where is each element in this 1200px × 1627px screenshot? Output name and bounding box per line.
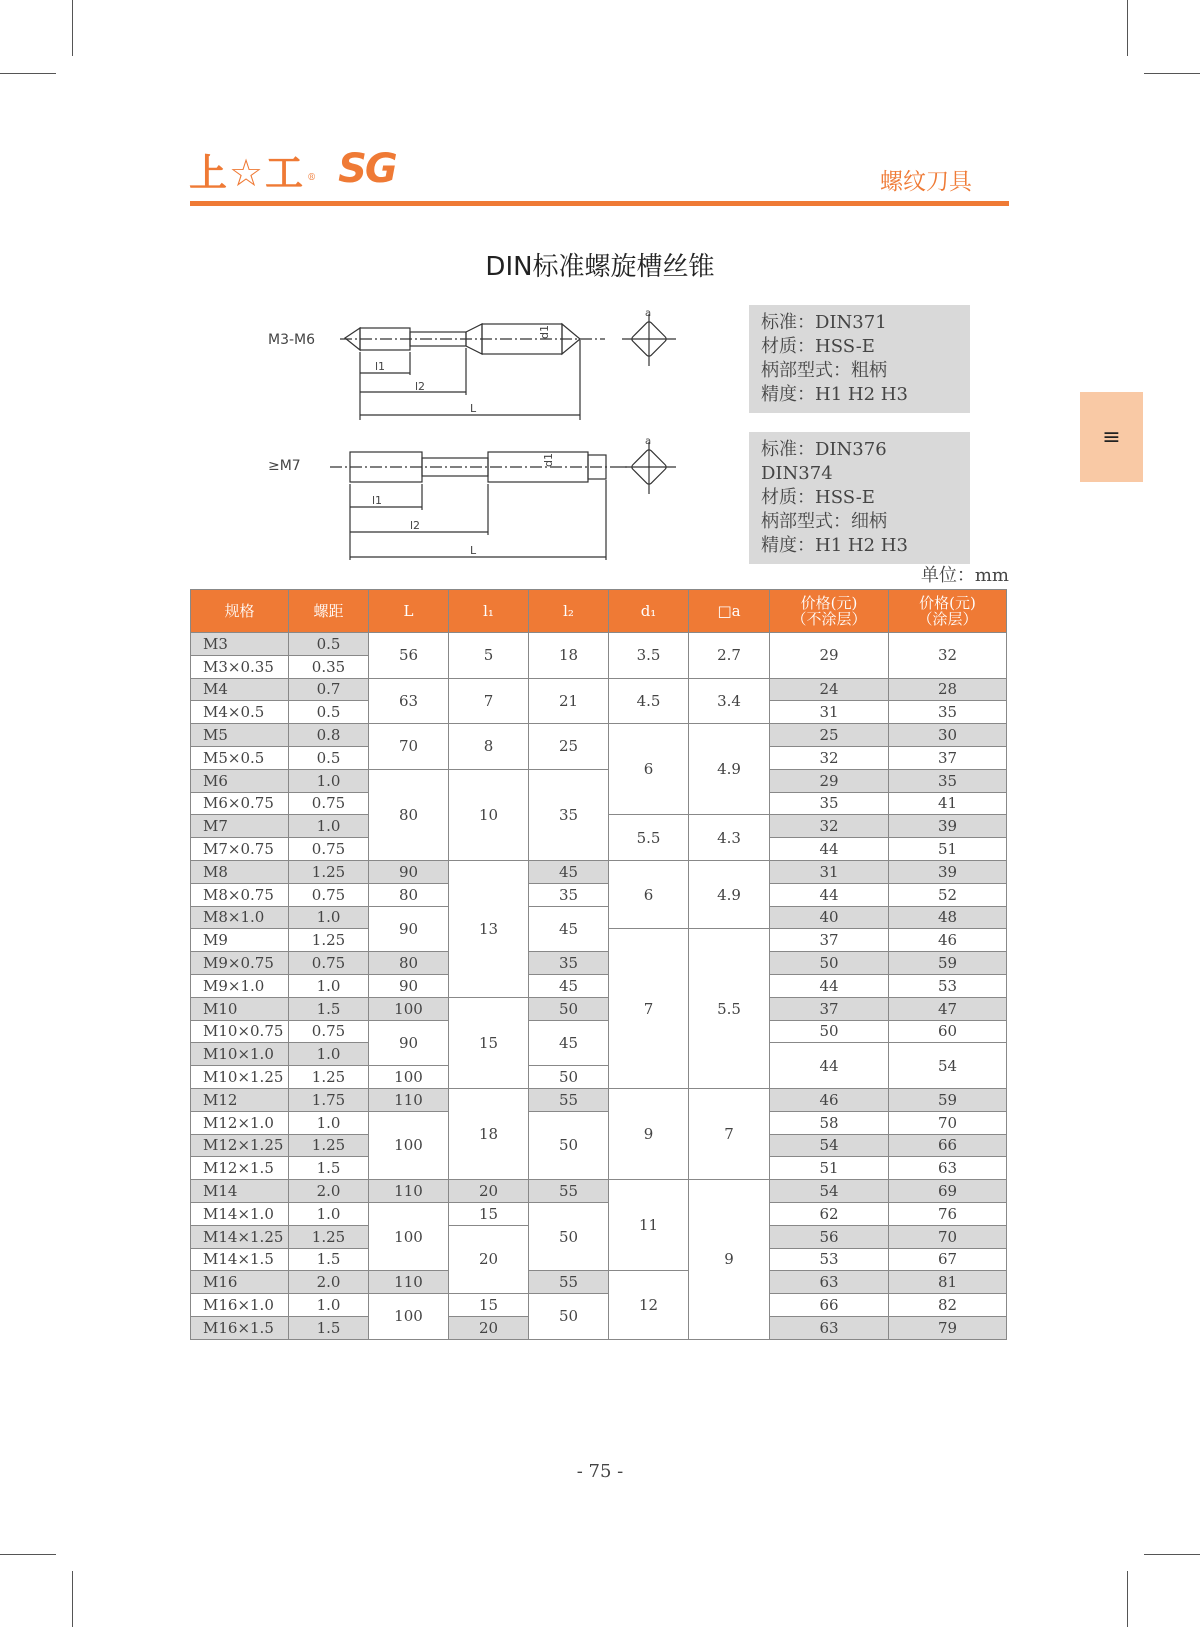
side-tab[interactable] [1080, 392, 1143, 482]
spec-cell: M16 [191, 1271, 289, 1294]
value-cell: 70 [889, 1111, 1007, 1134]
spec-cell: M3×0.35 [191, 655, 289, 678]
diagram-label: M3-M6 [268, 332, 316, 348]
spec-standard: 标准：DIN371 [761, 312, 887, 333]
value-cell: 35 [889, 769, 1007, 792]
value-cell: 2.7 [689, 633, 770, 679]
value-cell: 30 [889, 724, 1007, 747]
value-cell: 7 [609, 929, 689, 1089]
pitch-cell: 1.25 [289, 1225, 369, 1248]
pitch-cell: 0.35 [289, 655, 369, 678]
tap-diagrams [260, 300, 710, 570]
value-cell: 56 [770, 1225, 889, 1248]
value-cell: 5.5 [609, 815, 689, 861]
table-row [191, 1020, 1007, 1043]
crop-mark [1144, 1554, 1200, 1555]
pitch-cell: 0.75 [289, 792, 369, 815]
value-cell: 54 [770, 1134, 889, 1157]
column-header: 价格(元) （涂层） [889, 590, 1007, 633]
pitch-cell: 1.0 [289, 1294, 369, 1317]
value-cell: 44 [770, 838, 889, 861]
value-cell: 45 [529, 1020, 609, 1066]
value-cell: 82 [889, 1294, 1007, 1317]
dim-l2: l2 [410, 519, 421, 532]
crop-mark [72, 0, 73, 56]
value-cell: 44 [770, 974, 889, 997]
spec-cell: M7 [191, 815, 289, 838]
value-cell: 40 [770, 906, 889, 929]
dim-d1: d1 [542, 453, 555, 467]
spec-cell: M14×1.25 [191, 1225, 289, 1248]
value-cell: 59 [889, 952, 1007, 975]
table-row [191, 860, 1007, 883]
value-cell: 100 [369, 1111, 449, 1179]
value-cell: 46 [889, 929, 1007, 952]
spec-cell: M9×1.0 [191, 974, 289, 997]
column-header: □a [689, 590, 770, 633]
pitch-cell: 0.5 [289, 633, 369, 656]
spec-cell: M12×1.0 [191, 1111, 289, 1134]
column-header: L [369, 590, 449, 633]
value-cell: 44 [770, 1043, 889, 1089]
spec-material: 材质：HSS-E [761, 336, 875, 357]
value-cell: 50 [770, 1020, 889, 1043]
value-cell: 15 [449, 1294, 529, 1317]
pitch-cell: 0.7 [289, 678, 369, 701]
spec-cell: M4×0.5 [191, 701, 289, 724]
spec-cell: M8×1.0 [191, 906, 289, 929]
logo-sg: SG [338, 146, 396, 192]
table-row [191, 883, 1007, 906]
value-cell: 35 [889, 701, 1007, 724]
value-cell: 54 [889, 1043, 1007, 1089]
value-cell: 63 [770, 1316, 889, 1339]
value-cell: 55 [529, 1088, 609, 1111]
value-cell: 35 [529, 769, 609, 860]
table-row [191, 1271, 1007, 1294]
table-row [191, 1202, 1007, 1225]
spec-table [190, 589, 1007, 1340]
value-cell: 56 [369, 633, 449, 679]
dim-l2: l2 [415, 380, 426, 393]
value-cell: 9 [689, 1180, 770, 1340]
value-cell: 52 [889, 883, 1007, 906]
value-cell: 79 [889, 1316, 1007, 1339]
column-header: 规格 [191, 590, 289, 633]
value-cell: 54 [770, 1180, 889, 1203]
pitch-cell: 0.5 [289, 701, 369, 724]
value-cell: 10 [449, 769, 529, 860]
spec-cell: M10×1.25 [191, 1066, 289, 1089]
value-cell: 21 [529, 678, 609, 724]
value-cell: 51 [770, 1157, 889, 1180]
value-cell: 46 [770, 1088, 889, 1111]
value-cell: 50 [529, 1294, 609, 1340]
table-row [191, 769, 1007, 792]
pitch-cell: 0.8 [289, 724, 369, 747]
pitch-cell: 1.25 [289, 1066, 369, 1089]
column-header: d₁ [609, 590, 689, 633]
crop-mark [72, 1571, 73, 1627]
value-cell: 37 [889, 746, 1007, 769]
pitch-cell: 0.75 [289, 1020, 369, 1043]
value-cell: 66 [770, 1294, 889, 1317]
value-cell: 63 [369, 678, 449, 724]
value-cell: 32 [770, 815, 889, 838]
table-row [191, 633, 1007, 656]
pitch-cell: 1.5 [289, 1157, 369, 1180]
pitch-cell: 1.5 [289, 1248, 369, 1271]
value-cell: 44 [770, 883, 889, 906]
value-cell: 80 [369, 769, 449, 860]
spec-box-din376 [749, 432, 970, 564]
value-cell: 53 [889, 974, 1007, 997]
value-cell: 25 [529, 724, 609, 770]
value-cell: 32 [889, 633, 1007, 679]
table-row [191, 1088, 1007, 1111]
pitch-cell: 1.25 [289, 929, 369, 952]
diagram-label: ≥M7 [268, 458, 301, 474]
value-cell: 35 [529, 883, 609, 906]
value-cell: 18 [529, 633, 609, 679]
value-cell: 110 [369, 1180, 449, 1203]
dim-a: a [645, 308, 652, 319]
spec-cell: M5 [191, 724, 289, 747]
diagram-m7 [268, 436, 676, 560]
spec-cell: M12×1.5 [191, 1157, 289, 1180]
pitch-cell: 0.75 [289, 838, 369, 861]
value-cell: 48 [889, 906, 1007, 929]
pitch-cell: 1.0 [289, 974, 369, 997]
spec-cell: M10×1.0 [191, 1043, 289, 1066]
value-cell: 20 [449, 1225, 529, 1293]
spec-cell: M8 [191, 860, 289, 883]
spec-material: 材质：HSS-E [761, 487, 875, 508]
table-row [191, 1294, 1007, 1317]
table-row [191, 678, 1007, 701]
spec-cell: M9×0.75 [191, 952, 289, 975]
value-cell: 37 [770, 997, 889, 1020]
pitch-cell: 1.5 [289, 997, 369, 1020]
value-cell: 4.9 [689, 724, 770, 815]
value-cell: 90 [369, 974, 449, 997]
value-cell: 29 [770, 769, 889, 792]
dim-L: L [470, 544, 477, 557]
value-cell: 55 [529, 1180, 609, 1203]
spec-cell: M6 [191, 769, 289, 792]
value-cell: 39 [889, 815, 1007, 838]
pitch-cell: 2.0 [289, 1180, 369, 1203]
table-row [191, 952, 1007, 975]
section-title: 螺纹刀具 [880, 169, 972, 195]
logo-registered-mark: ® [307, 173, 317, 183]
value-cell: 90 [369, 860, 449, 883]
value-cell: 47 [889, 997, 1007, 1020]
value-cell: 13 [449, 860, 529, 997]
spec-precision: 精度：H1 H2 H3 [761, 384, 908, 405]
value-cell: 6 [609, 724, 689, 815]
value-cell: 6 [609, 860, 689, 928]
value-cell: 50 [529, 997, 609, 1020]
page-number: - 75 - [576, 1461, 624, 1482]
spec-cell: M14×1.5 [191, 1248, 289, 1271]
value-cell: 90 [369, 906, 449, 952]
value-cell: 70 [889, 1225, 1007, 1248]
crop-mark [1127, 1571, 1128, 1627]
spec-cell: M14 [191, 1180, 289, 1203]
value-cell: 69 [889, 1180, 1007, 1203]
table-row [191, 974, 1007, 997]
value-cell: 80 [369, 952, 449, 975]
spec-cell: M16×1.0 [191, 1294, 289, 1317]
value-cell: 53 [770, 1248, 889, 1271]
value-cell: 45 [529, 974, 609, 997]
value-cell: 35 [529, 952, 609, 975]
value-cell: 51 [889, 838, 1007, 861]
value-cell: 7 [689, 1088, 770, 1179]
value-cell: 5.5 [689, 929, 770, 1089]
value-cell: 20 [449, 1180, 529, 1203]
value-cell: 29 [770, 633, 889, 679]
crop-mark [0, 1554, 56, 1555]
pitch-cell: 1.0 [289, 1111, 369, 1134]
pitch-cell: 1.25 [289, 860, 369, 883]
value-cell: 63 [889, 1157, 1007, 1180]
value-cell: 3.5 [609, 633, 689, 679]
logo-chinese: 上☆工 [189, 150, 306, 195]
spec-standard: 标准：DIN376 DIN374 [761, 439, 887, 484]
value-cell: 25 [770, 724, 889, 747]
spec-cell: M12×1.25 [191, 1134, 289, 1157]
value-cell: 20 [449, 1316, 529, 1339]
value-cell: 4.5 [609, 678, 689, 724]
spec-cell: M10×0.75 [191, 1020, 289, 1043]
value-cell: 67 [889, 1248, 1007, 1271]
value-cell: 66 [889, 1134, 1007, 1157]
spec-cell: M9 [191, 929, 289, 952]
pitch-cell: 1.0 [289, 1202, 369, 1225]
dim-a: a [645, 436, 652, 447]
spec-cell: M5×0.5 [191, 746, 289, 769]
value-cell: 50 [529, 1202, 609, 1270]
table-row [191, 906, 1007, 929]
spec-cell: M6×0.75 [191, 792, 289, 815]
crop-mark [1144, 73, 1200, 74]
pitch-cell: 1.0 [289, 769, 369, 792]
brand-logo [189, 146, 396, 195]
value-cell: 45 [529, 860, 609, 883]
pitch-cell: 1.25 [289, 1134, 369, 1157]
value-cell: 58 [770, 1111, 889, 1134]
table-header-row [191, 590, 1007, 633]
spec-cell: M12 [191, 1088, 289, 1111]
value-cell: 32 [770, 746, 889, 769]
spec-box-din371 [749, 305, 970, 413]
value-cell: 3.4 [689, 678, 770, 724]
crop-mark [1127, 0, 1128, 56]
value-cell: 62 [770, 1202, 889, 1225]
value-cell: 28 [889, 678, 1007, 701]
value-cell: 8 [449, 724, 529, 770]
value-cell: 41 [889, 792, 1007, 815]
dim-d1: d1 [538, 325, 551, 339]
table-row [191, 997, 1007, 1020]
value-cell: 80 [369, 883, 449, 906]
unit-label: 单位：mm [920, 565, 1009, 586]
value-cell: 39 [889, 860, 1007, 883]
header-divider [190, 201, 1009, 206]
spec-cell: M10 [191, 997, 289, 1020]
value-cell: 11 [609, 1180, 689, 1271]
column-header: 螺距 [289, 590, 369, 633]
pitch-cell: 0.5 [289, 746, 369, 769]
spec-shank: 柄部型式：粗柄 [761, 360, 887, 381]
value-cell: 100 [369, 1202, 449, 1270]
spec-cell: M8×0.75 [191, 883, 289, 906]
dim-l1: l1 [372, 494, 383, 507]
pitch-cell: 1.0 [289, 906, 369, 929]
value-cell: 31 [770, 860, 889, 883]
value-cell: 59 [889, 1088, 1007, 1111]
column-header: l₁ [449, 590, 529, 633]
value-cell: 15 [449, 1202, 529, 1225]
dim-L: L [470, 402, 477, 415]
value-cell: 110 [369, 1088, 449, 1111]
value-cell: 100 [369, 997, 449, 1020]
value-cell: 4.3 [689, 815, 770, 861]
value-cell: 37 [770, 929, 889, 952]
value-cell: 18 [449, 1088, 529, 1179]
value-cell: 45 [529, 906, 609, 952]
value-cell: 55 [529, 1271, 609, 1294]
page-title: DIN标准螺旋槽丝锥 [485, 252, 715, 282]
pitch-cell: 1.5 [289, 1316, 369, 1339]
table-row [191, 1180, 1007, 1203]
pitch-cell: 0.75 [289, 952, 369, 975]
menu-icon: ≡ [1102, 424, 1121, 450]
dim-l1: l1 [375, 360, 386, 373]
value-cell: 24 [770, 678, 889, 701]
crop-mark [0, 73, 56, 74]
value-cell: 63 [770, 1271, 889, 1294]
column-header: 价格(元) （不涂层） [770, 590, 889, 633]
value-cell: 100 [369, 1294, 449, 1340]
value-cell: 50 [529, 1066, 609, 1089]
spec-cell: M4 [191, 678, 289, 701]
spec-cell: M14×1.0 [191, 1202, 289, 1225]
spec-shank: 柄部型式：细柄 [761, 511, 887, 532]
table-row [191, 724, 1007, 747]
value-cell: 90 [369, 1020, 449, 1066]
value-cell: 100 [369, 1066, 449, 1089]
pitch-cell: 1.0 [289, 1043, 369, 1066]
spec-cell: M3 [191, 633, 289, 656]
spec-cell: M16×1.5 [191, 1316, 289, 1339]
value-cell: 110 [369, 1271, 449, 1294]
diagram-m3-m6 [268, 308, 676, 420]
pitch-cell: 1.0 [289, 815, 369, 838]
spec-cell: M7×0.75 [191, 838, 289, 861]
value-cell: 50 [770, 952, 889, 975]
value-cell: 5 [449, 633, 529, 679]
value-cell: 31 [770, 701, 889, 724]
value-cell: 7 [449, 678, 529, 724]
table-row [191, 1111, 1007, 1134]
value-cell: 60 [889, 1020, 1007, 1043]
pitch-cell: 2.0 [289, 1271, 369, 1294]
value-cell: 81 [889, 1271, 1007, 1294]
value-cell: 9 [609, 1088, 689, 1179]
value-cell: 4.9 [689, 860, 770, 928]
value-cell: 15 [449, 997, 529, 1088]
pitch-cell: 1.75 [289, 1088, 369, 1111]
value-cell: 76 [889, 1202, 1007, 1225]
spec-precision: 精度：H1 H2 H3 [761, 535, 908, 556]
value-cell: 70 [369, 724, 449, 770]
value-cell: 12 [609, 1271, 689, 1339]
column-header: l₂ [529, 590, 609, 633]
value-cell: 50 [529, 1111, 609, 1179]
value-cell: 35 [770, 792, 889, 815]
pitch-cell: 0.75 [289, 883, 369, 906]
